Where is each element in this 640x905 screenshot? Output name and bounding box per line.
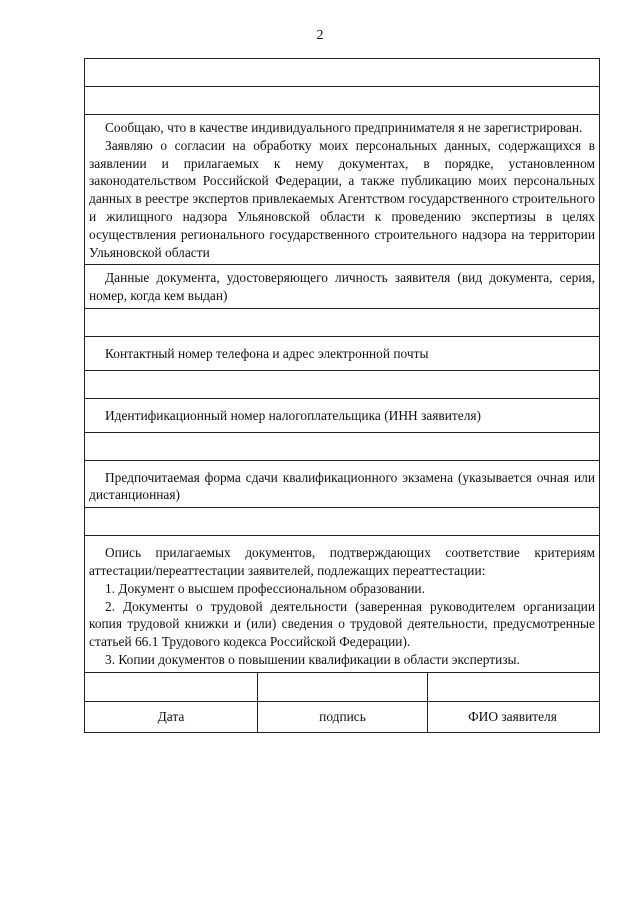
declarations-cell bbox=[85, 115, 599, 265]
id-document-label-cell bbox=[85, 265, 599, 309]
contacts-input-cell[interactable] bbox=[85, 371, 599, 399]
inn-label: Идентификационный номер налогоплательщика (ИНН заявителя) bbox=[105, 407, 481, 423]
signature-input-cell[interactable] bbox=[257, 673, 427, 701]
signature-label: подпись bbox=[257, 702, 427, 732]
blank-row-1[interactable] bbox=[85, 59, 599, 87]
blank-row-2[interactable] bbox=[85, 87, 599, 115]
contacts-label: Контактный номер телефона и адрес электронной почты bbox=[105, 345, 429, 361]
applicant-name-label: ФИО заявителя bbox=[427, 702, 597, 732]
id-document-label: Данные документа, удостоверяющего личность заявителя (вид документа, серия, номер, когда кем выдан) bbox=[89, 270, 595, 304]
attachments-intro: Опись прилагаемых документов, подтверждающих соответствие критериям аттестации/переаттестации заявителей, подлежащих переаттестации: bbox=[89, 545, 595, 578]
inn-label-cell bbox=[85, 399, 599, 433]
attachment-item-1: 1. Документ о высшем профессиональном образовании. bbox=[105, 580, 425, 596]
attachments-cell bbox=[85, 536, 599, 673]
id-document-input-cell[interactable] bbox=[85, 309, 599, 337]
page-number: 2 bbox=[316, 28, 324, 43]
signature-input-row bbox=[85, 673, 599, 702]
exam-form-label: Предпочитаемая форма сдачи квалификационного экзамена (указывается очная или дистанционная) bbox=[89, 469, 595, 503]
attachment-item-3: 3. Копии документов о повышении квалификации в области экспертизы. bbox=[105, 651, 520, 667]
application-form-table bbox=[84, 58, 600, 733]
date-input-cell[interactable] bbox=[85, 673, 257, 701]
exam-form-input-cell[interactable] bbox=[85, 508, 599, 536]
signature-label-row bbox=[85, 702, 599, 733]
attachment-item-2: 2. Документы о трудовой деятельности (заверенная руководителем организации копия трудовой книжки и (или) сведения о трудовой деятельности, предусмотренные статьей 66.1 Трудового кодекса Российской Федерации). bbox=[89, 598, 595, 650]
not-registered-statement: Сообщаю, что в качестве индивидуального предпринимателя я не зарегистрирован. bbox=[105, 120, 583, 135]
exam-form-label-cell bbox=[85, 461, 599, 509]
name-input-cell[interactable] bbox=[427, 673, 597, 701]
contacts-label-cell bbox=[85, 337, 599, 371]
personal-data-consent: Заявляю о согласии на обработку моих персональных данных, содержащихся в заявлении и прилагаемых к нему документах, в порядке, установленном законодательством Российской Федерации, а также публикацию моих персональных данных в реестре экспертов привлекаемых Агентством государственного строительного и жилищного надзора Ульяновской области к проведению экспертизы в целях осуществления регионального государственного строительного надзора на территории Ульяновской области bbox=[89, 137, 595, 260]
inn-input-cell[interactable] bbox=[85, 433, 599, 461]
date-label: Дата bbox=[157, 708, 185, 724]
